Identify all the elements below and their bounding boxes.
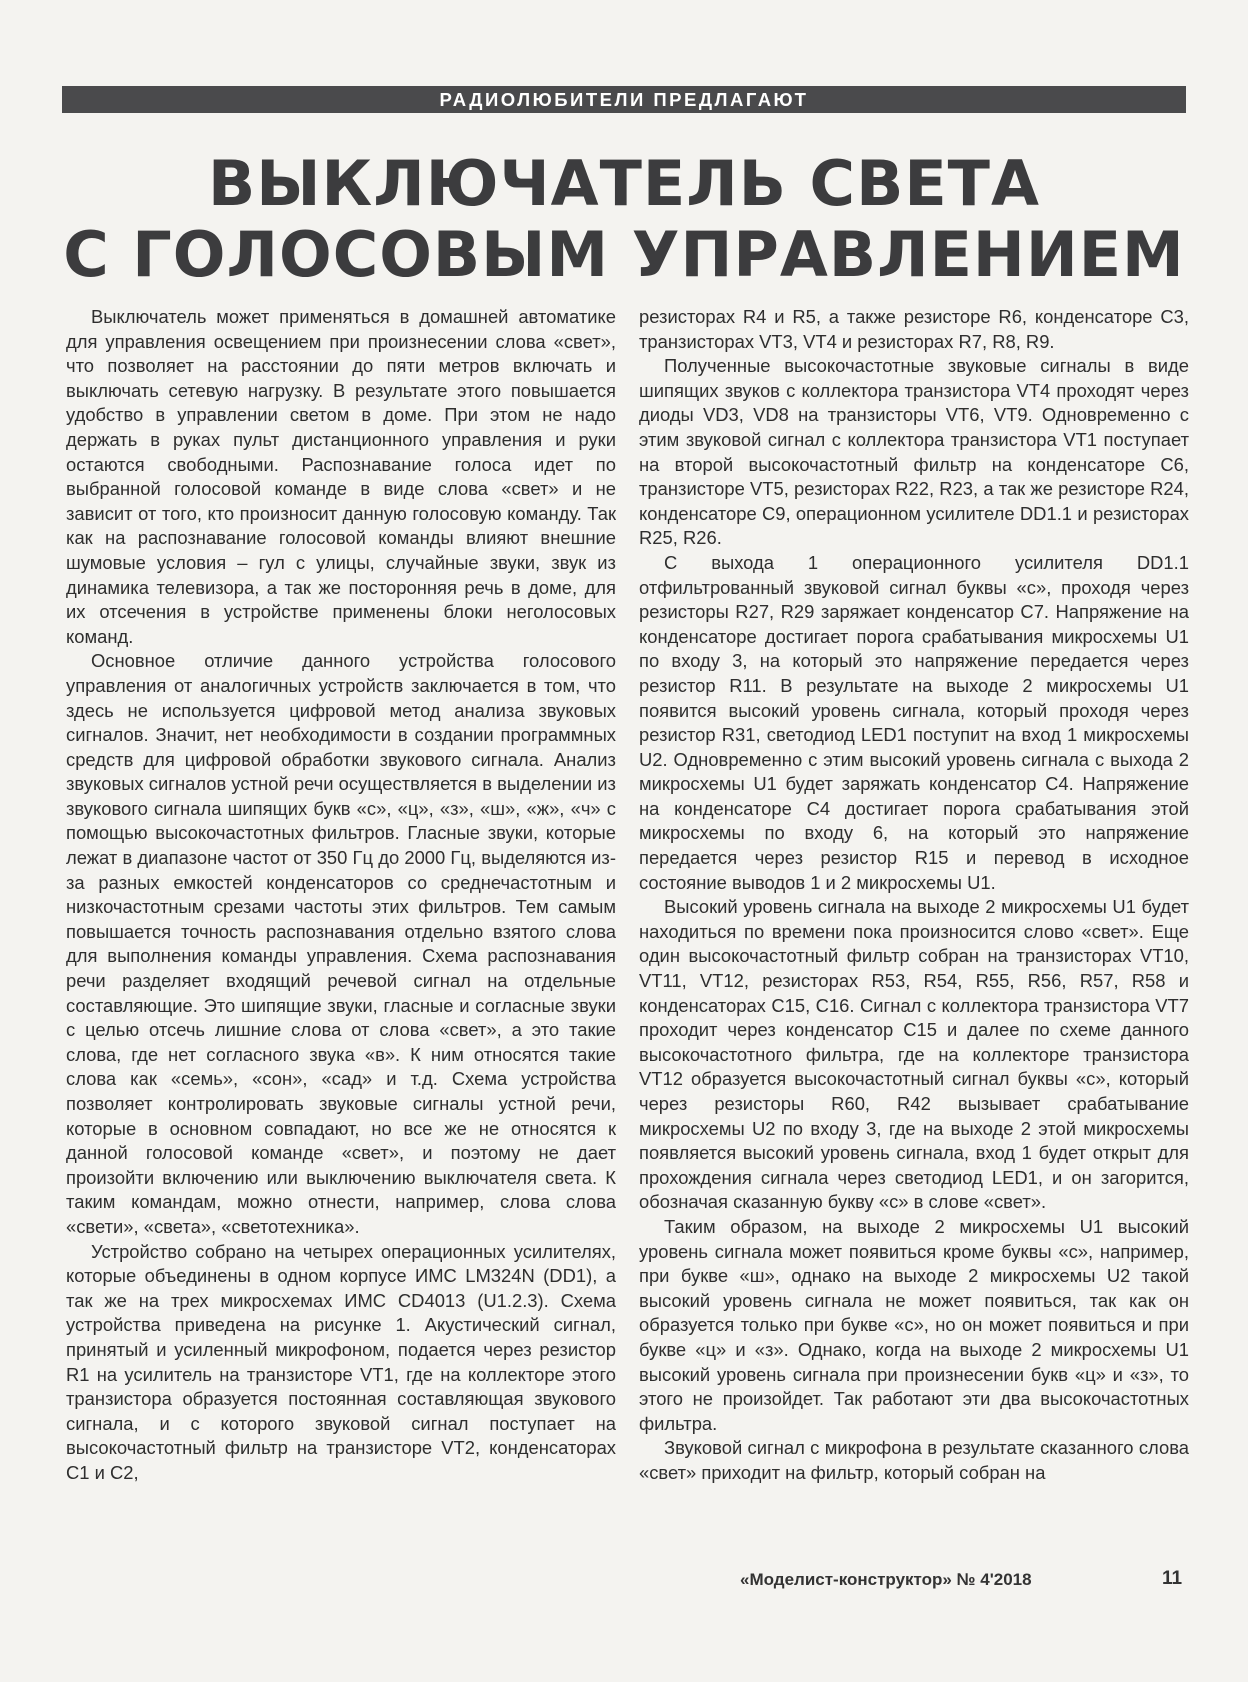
paragraph: С выхода 1 операционного усилителя DD1.1 отфильтрованный звуковой сигнал буквы «с», проходя через резисторы R27, R29 заряжает конденсатор C7. Напряжение на конденсаторе достигает порога срабатывания микросхемы U1 по входу 3, на который это напряжение передается через резистор R11. В результате на выходе 2 микросхемы U1 появится высокий уровень сигнала, который проходя через резистор R31, светодиод LED1 поступит на вход 1 микросхемы U2. Одновременно с этим высокий уровень сигнала с выхода 2 микросхемы U1 будет заряжать конденсатор C4. Напряжение на конденсаторе C4 достигает порога срабатывания этой микросхемы по входу 6, на который это напряжение передается через резистор R15 и перевод в исходное состояние выводов 1 и 2 микросхемы U1. [639,551,1189,893]
section-header: РАДИОЛЮБИТЕЛИ ПРЕДЛАГАЮТ [62,86,1186,113]
article-title [62,148,1186,290]
paragraph: Звуковой сигнал с микрофона в результате сказанного слова «свет» приходит на фильтр, который собран на [639,1437,1189,1483]
magazine-footer: «Моделист-конструктор» № 4'2018 [740,1570,1032,1589]
page-number: 11 [1162,1568,1183,1589]
title-line-1: ВЫКЛЮЧАТЕЛЬ СВЕТА [208,147,1040,220]
paragraph: Устройство собрано на четырех операционных усилителях, которые объединены в одном корпусе ИМС LM324N (DD1), а так же на трех микросхемах ИМС CD4013 (U1.2.3). Схема устройства приведена на рисунке 1. Акустический сигнал, принятый и усиленный микрофоном, подается через резистор R1 на усилитель на транзисторе VT1, где на коллекторе этого транзистора образуется постоянная составляющая звукового сигнала, и с которого звуковой сигнал поступает на высокочастотный фильтр на транзисторе VT2, конденсаторах C1 и C2, [66,1240,616,1483]
paragraph: Полученные высокочастотные звуковые сигналы в виде шипящих звуков с коллектора транзистора VT4 проходят через диоды VD3, VD8 на транзисторы VT6, VT9. Одновременно с этим звуковой сигнал с коллектора транзистора VT1 поступает на второй высокочастотный фильтр на конденсаторе C6, транзисторе VT5, резисторах R22, R23, а так же резисторе R24, конденсаторе C9, операционном усилителе DD1.1 и резисторах R25, R26. [639,355,1189,549]
paragraph: резисторах R4 и R5, а также резисторе R6, конденсаторе C3, транзисторах VT3, VT4 и резисторах R7, R8, R9. [639,306,1189,352]
paragraph: Высокий уровень сигнала на выходе 2 микросхемы U1 будет находиться по времени пока произносится слово «свет». Еще один высокочастотный фильтр собран на транзисторах VT10, VT11, VT12, резисторах R53, R54, R55, R56, R57, R58 и конденсаторах C15, C16. Сигнал с коллектора транзистора VT7 проходит через конденсатор C15 и далее по схеме данного высокочастотного фильтра, где на коллекторе транзистора VT12 образуется высокочастотный сигнал буквы «с», который через резисторы R60, R42 вызывает срабатывание микросхемы U2 по входу 3, где на выходе 2 этой микросхемы появляется высокий уровень сигнала, вход 1 будет открыт для прохождения сигнала через светодиод LED1, и он загорится, обозначая сказанную букву «с» в слове «свет». [639,896,1189,1213]
paragraph: Основное отличие данного устройства голосового управления от аналогичных устройств заключается в том, что здесь не используется цифровой метод анализа звуковых сигналов. Значит, нет необходимости в создании программных средств для цифровой обработки звукового сигнала. Анализ звуковых сигналов устной речи осуществляется в выделении из звукового сигнала шипящих букв «с», «ц», «з», «ш», «ж», «ч» с помощью высокочастотных фильтров. Гласные звуки, которые лежат в диапазоне частот от 350 Гц до 2000 Гц, выделяются из-за разных емкостей конденсаторов со среднечастотным и низкочастотным срезами частоты этих фильтров. Тем самым повышается точность распознавания отдельно взятого слова для выполнения команды управления. Схема распознавания речи разделяет входящий речевой сигнал на отдельные составляющие. Это шипящие звуки, гласные и согласные звуки с целью отсечь лишние слова от слова «свет», а это такие слова, где нет согласного звука «в». К ним относятся такие слова как «семь», «сон», «сад» и т.д. Схема устройства позволяет контролировать звуковые сигналы устной речи, которые в основном совпадают, но все же не относятся к данной голосовой команде «свет», и поэтому не дает произойти включению или выключению выключателя света. К таким командам, можно отнести, например, слова слова «свети», «света», «светотехника». [66,650,616,1237]
title-line-2: С ГОЛОСОВЫМ УПРАВЛЕНИЕМ [63,218,1185,291]
paragraph: Выключатель может применяться в домашней автоматике для управления освещением при произнесении слова «свет», что позволяет на расстоянии до пяти метров включать и выключать сетевую нагрузку. В результате этого повышается удобство в управлении светом в доме. При этом не надо держать в руках пульт дистанционного управления и руки остаются свободными. Распознавание голоса идет по выбранной голосовой команде в виде слова «свет» и не зависит от того, кто произносит данную голосовую команду. Так как на распознавание голосовой команды влияют внешние шумовые условия – гул с улицы, случайные звуки, звук из динамика телевизора, а так же посторонняя речь в доме, для их отсечения в устройстве применены блоки неголосовых команд. [66,306,616,647]
paragraph: Таким образом, на выходе 2 микросхемы U1 высокий уровень сигнала может появиться кроме буквы «с», например, при букве «ш», однако на выходе 2 микросхемы U2 такой высокий уровень сигнала не может появиться, так как он образуется только при букве «с», но он может появиться и при букве «ц» и «з». Однако, когда на выходе 2 микросхемы U1 высокий уровень сигнала при произнесении букв «ц» и «з», то этого не произойдет. Так работают эти два высокочастотных фильтра. [639,1215,1189,1434]
left-column [66,305,616,1486]
right-column [639,305,1189,1486]
